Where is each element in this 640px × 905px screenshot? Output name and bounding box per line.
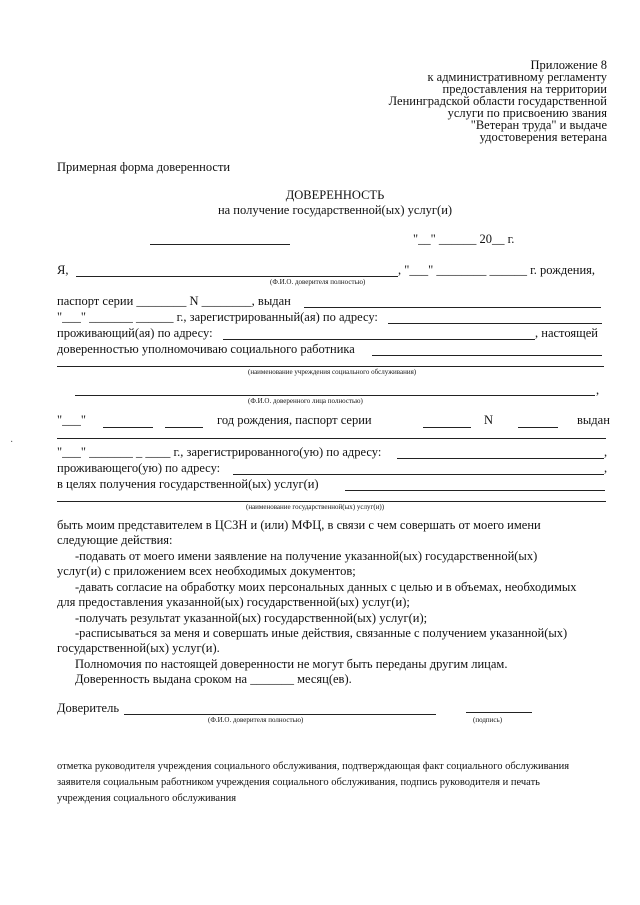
appendix-line: "Ветеран труда" и выдаче: [470, 118, 607, 132]
trustee-registration-line: [397, 458, 604, 459]
signature-label: Доверитель: [57, 701, 120, 715]
footer-line: учреждения социального обслуживания: [57, 793, 237, 804]
comma: ,: [604, 445, 608, 459]
appendix-line: предоставления на территории: [442, 82, 607, 96]
trustee-name-line: [75, 395, 595, 396]
appendix-line: Ленинградской области государственной: [388, 94, 607, 108]
blank-line: [165, 427, 203, 428]
trustee-living-line: [233, 474, 604, 475]
action-item: услуг(и) с приложением всех необходимых документов;: [57, 564, 356, 578]
date-line: "__" ______ 20__ г.: [413, 232, 515, 246]
trustee-passport-series-label: год рождения, паспорт серии: [217, 413, 372, 427]
action-item: для предоставления указанной(ых) государственной(ых) услуг(и);: [57, 595, 410, 609]
service-line: [57, 501, 606, 502]
blank-line: [518, 427, 558, 428]
body-paragraph: Полномочия по настоящей доверенности не могут быть переданы другим лицам.: [75, 657, 508, 671]
action-item: государственной(ых) услуг(и).: [57, 641, 220, 655]
document-subtitle: на получение государственной(ых) услуг(и): [217, 203, 453, 217]
living-end: , настоящей: [535, 326, 598, 340]
social-worker-line: [372, 355, 602, 356]
appendix-line: удостоверения ветерана: [479, 130, 607, 144]
appendix-line: Приложение 8: [530, 58, 607, 72]
blank-line: [423, 427, 471, 428]
action-item: -получать результат указанной(ых) государственной(ых) услуг(и);: [75, 611, 428, 625]
appendix-line: к административному регламенту: [427, 70, 607, 84]
issued-by-line: [304, 307, 601, 308]
action-item: -подавать от моего имени заявление на получение указанной(ых) государственной(ых): [75, 549, 538, 563]
body-paragraph: следующие действия:: [57, 533, 173, 547]
trustee-note: (Ф.И.О. доверенного лица полностью): [248, 397, 363, 405]
body-paragraph: Доверенность выдана сроком на _______ месяц(ев).: [75, 672, 352, 686]
living-label: проживающий(ая) по адресу:: [57, 326, 213, 340]
institution-note: (наименование учреждения социального обслуживания): [248, 368, 417, 376]
trustee-registration: "___" _______ _ ____ г., зарегистрированного(ую) по адресу:: [57, 445, 382, 459]
principal-name-line: [76, 276, 398, 277]
issued-by-line-2: [57, 438, 606, 439]
blank-line: [103, 427, 153, 428]
comma: ,: [604, 461, 608, 475]
institution-line: [57, 366, 604, 367]
body-paragraph: быть моим представителем в ЦСЗН и (или) МФЦ, в связи с чем совершать от моего имени: [57, 518, 541, 532]
margin-mark: ·: [10, 437, 14, 448]
action-item: -давать согласие на обработку моих персональных данных с целью и в объемах, необходимых: [75, 580, 577, 594]
registration-line: "___" _______ ______ г., зарегистрированный(ая) по адресу:: [57, 310, 378, 324]
passport-line: паспорт серии ________ N ________, выдан: [57, 294, 291, 308]
signature-fio-note: (Ф.И.О. доверителя полностью): [208, 716, 304, 724]
ya-label: Я,: [57, 263, 69, 277]
authorize-line: доверенностью уполномочиваю социального работника: [57, 342, 355, 356]
trustee-living-label: проживающего(ую) по адресу:: [57, 461, 221, 475]
service-note: (наименование государственной(ых) услуг(и)): [246, 503, 385, 511]
purpose-label: в целях получения государственной(ых) услуг(и): [57, 477, 319, 491]
trustee-issued-label: выдан: [577, 413, 610, 427]
signature-sign-note: (подпись): [473, 716, 503, 724]
trustee-birthday: "___": [57, 413, 86, 427]
trustee-number-label: N: [484, 413, 494, 427]
document-title: ДОВЕРЕННОСТЬ: [285, 188, 385, 202]
action-item: -расписываться за меня и совершать иные действия, связанные с получением указанной(ых): [75, 626, 568, 640]
comma: ,: [596, 383, 600, 397]
living-address-line: [223, 339, 535, 340]
purpose-line: [345, 490, 605, 491]
form-title: Примерная форма доверенности: [57, 160, 231, 174]
footer-line: заявителя социальным работником учреждения социального обслуживания, подпись руководителя и печать: [57, 777, 540, 788]
signature-name-line: [124, 714, 436, 715]
fio-note: (Ф.И.О. доверителя полностью): [270, 278, 366, 286]
signature-line: [466, 712, 532, 713]
place-line: [150, 244, 290, 245]
appendix-line: услуги по присвоению звания: [447, 106, 607, 120]
footer-line: отметка руководителя учреждения социального обслуживания, подтверждающая факт социального обслуживания: [57, 761, 570, 772]
registration-address-line: [388, 323, 602, 324]
birth-date: , "___" ________ ______ г. рождения,: [398, 263, 596, 277]
